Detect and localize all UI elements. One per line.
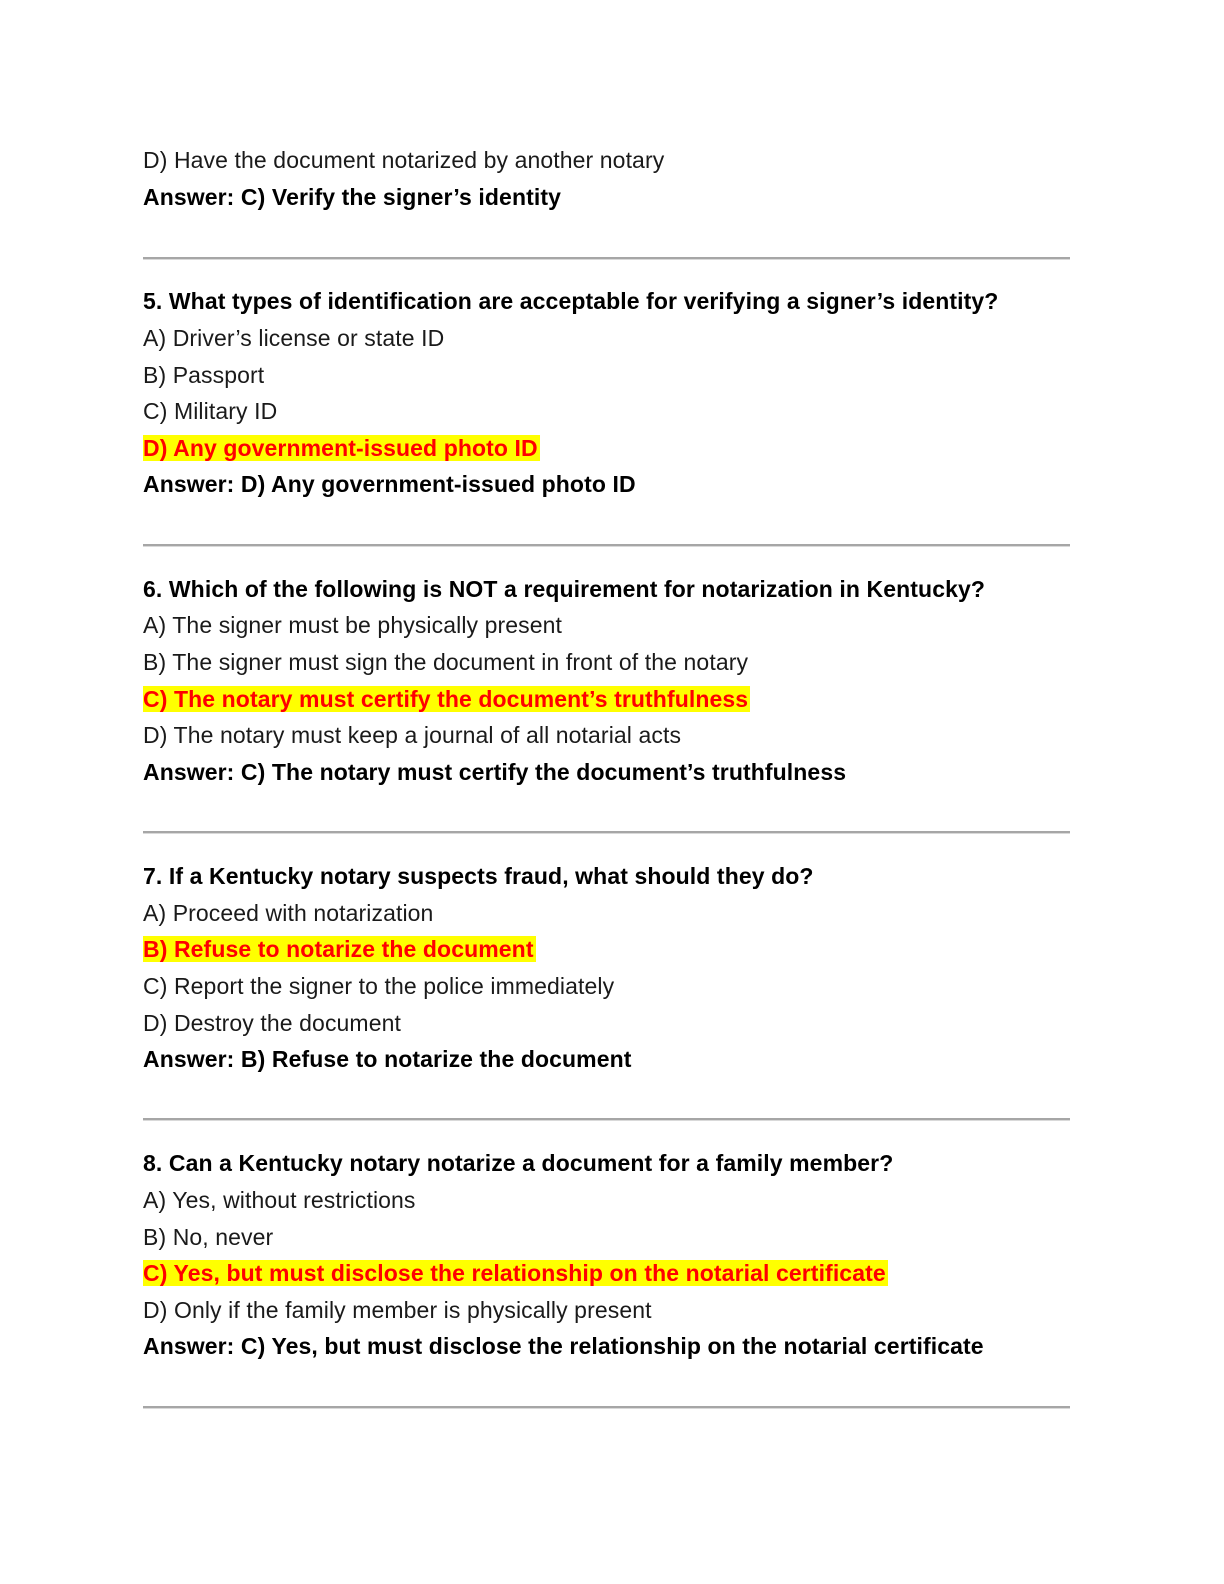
divider bbox=[143, 544, 1070, 546]
option-text: A) Driver’s license or state ID bbox=[143, 325, 445, 351]
divider bbox=[143, 1118, 1070, 1120]
answer-text: Answer: C) Yes, but must disclose the relationship on the notarial certificate bbox=[143, 1333, 984, 1359]
option-text: D) Have the document notarized by another notary bbox=[143, 147, 665, 173]
answer-text: Answer: D) Any government-issued photo ID bbox=[143, 471, 636, 497]
correct-option-text: D) Any government-issued photo ID bbox=[143, 435, 538, 461]
option-text: A) Proceed with notarization bbox=[143, 900, 434, 926]
option-text: C) Report the signer to the police immediately bbox=[143, 973, 615, 999]
divider bbox=[143, 831, 1070, 833]
option-text: D) Only if the family member is physically present bbox=[143, 1297, 652, 1323]
answer-text: Answer: C) Verify the signer’s identity bbox=[143, 184, 562, 210]
question-title: 8. Can a Kentucky notary notarize a document for a family member? bbox=[143, 1150, 894, 1176]
correct-option-highlight bbox=[143, 681, 750, 717]
divider bbox=[143, 1406, 1070, 1408]
correct-option-highlight bbox=[143, 931, 536, 967]
option-text: A) Yes, without restrictions bbox=[143, 1187, 416, 1213]
correct-option-text: C) Yes, but must disclose the relationship on the notarial certificate bbox=[143, 1260, 886, 1286]
question-title: 5. What types of identification are acceptable for verifying a signer’s identity? bbox=[143, 288, 999, 314]
correct-option-text: B) Refuse to notarize the document bbox=[143, 936, 534, 962]
answer-text: Answer: B) Refuse to notarize the document bbox=[143, 1046, 632, 1072]
question-title: 6. Which of the following is NOT a requirement for notarization in Kentucky? bbox=[143, 576, 986, 602]
option-text: B) Passport bbox=[143, 362, 265, 388]
option-text: B) The signer must sign the document in front of the notary bbox=[143, 649, 749, 675]
option-text: A) The signer must be physically present bbox=[143, 612, 563, 638]
correct-option-text: C) The notary must certify the document’s truthfulness bbox=[143, 686, 749, 712]
option-text: D) Destroy the document bbox=[143, 1010, 401, 1036]
option-text: D) The notary must keep a journal of all notarial acts bbox=[143, 722, 682, 748]
divider bbox=[143, 257, 1070, 259]
option-text: C) Military ID bbox=[143, 398, 278, 424]
answer-text: Answer: C) The notary must certify the document’s truthfulness bbox=[143, 759, 847, 785]
correct-option-highlight bbox=[143, 430, 540, 466]
correct-option-highlight bbox=[143, 1255, 888, 1291]
option-text: B) No, never bbox=[143, 1224, 274, 1250]
question-title: 7. If a Kentucky notary suspects fraud, what should they do? bbox=[143, 863, 814, 889]
